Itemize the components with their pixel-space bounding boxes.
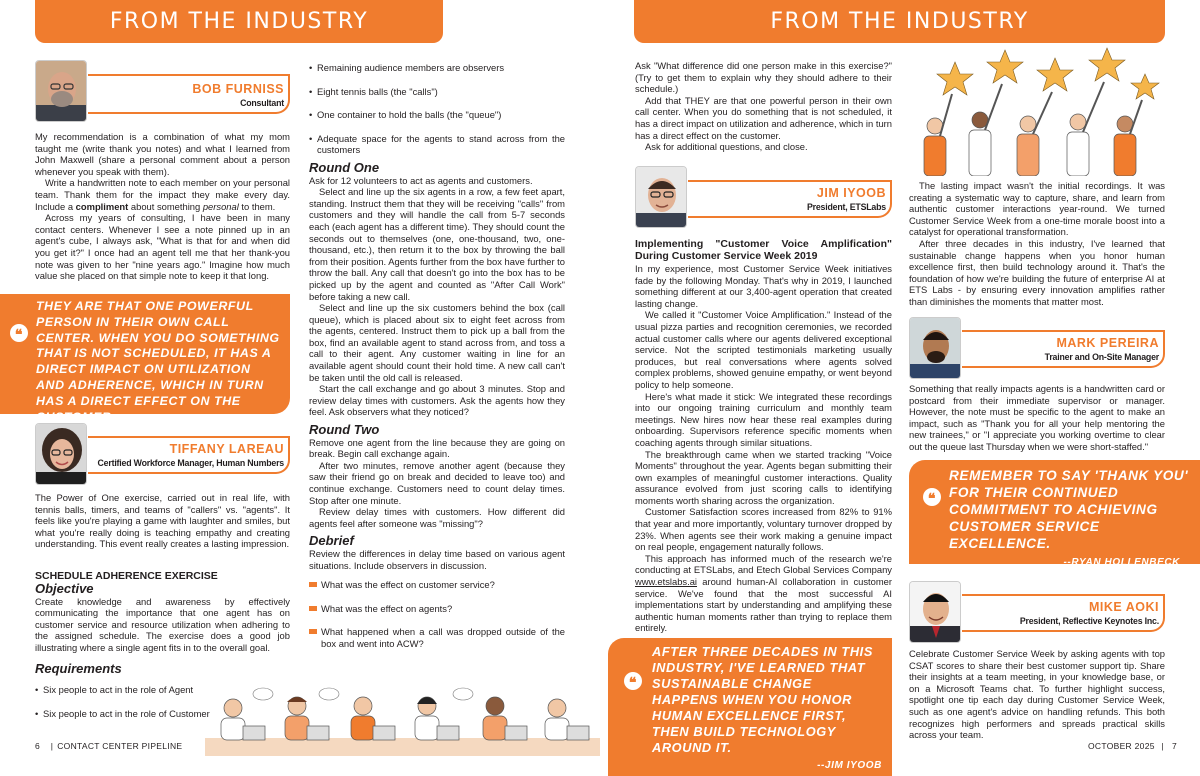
star-icon <box>1037 58 1073 91</box>
round-one-para: Ask for 12 volunteers to act as agents and customers. <box>309 174 533 186</box>
star-icon <box>1131 74 1159 99</box>
mark-name: MARK PEREIRA <box>1056 336 1159 350</box>
star-icon <box>1089 48 1125 81</box>
mark-para: Something that really impacts agents is a handwritten card or postcard from their immediate supervisor or manager. However, the note must be specific to the agent to make an impact, such as "Thank you for all your help mentoring the new trainees," or "I appreciate you working overtime to clear out the queue last Thursday when we were short-staffed." <box>909 383 1165 452</box>
quote1-attribution: --TIFFANY LAREAU <box>177 429 280 441</box>
agent-figure-4 <box>415 697 459 740</box>
requirement-item: • Adequate space for the agents to stand across from the customers <box>309 133 565 156</box>
exercise-closing-text <box>635 60 892 153</box>
round-one-para: Select and line up the six agents in a row, a few feet apart, standing. Instruct them that they will be receiving "calls" from customers and they will handle the call from 5-7 seconds each (each agent has a different time). They should count the seconds out to themselves (one, one-thousand, two, one-thousand, etc.), then return it to the box by throwing the ball from their position. Agents further from the box have further to throw the ball. Any call that doesn't go into the box has to be picked up by the agent and counted as "After Call Work" before taking a new call. <box>309 186 565 302</box>
agent-figure-3 <box>351 697 395 740</box>
left-footer: 6 | CONTACT CENTER PIPELINE <box>35 741 183 751</box>
requirement-item: • One container to hold the balls (the "queue") <box>309 109 565 121</box>
mark-text <box>909 383 1165 453</box>
left-section-header: FROM THE INDUSTRY <box>35 0 443 43</box>
jim-photo <box>635 166 687 228</box>
closing-para: Ask for additional questions, and close. <box>645 141 808 153</box>
left-page-number: 6 <box>35 741 41 751</box>
tiffany-pull-quote <box>0 294 290 441</box>
round-two-para: Remove one agent from the line because they are going on break. Begin call exchange again. <box>309 436 565 460</box>
bob-para-3: Across my years of consulting, I have been in many contact centers. Whenever I see a note pinned up in an agent's cube, I always ask, "What is that for and when did you get it?" I once had an agent tell me that her thank-you note was given to her "nine years ago." Imagine how much value she placed on that simple note to keep it that long. <box>35 212 290 282</box>
jim-continued-text <box>909 180 1165 308</box>
right-section-header: FROM THE INDUSTRY <box>634 0 1165 43</box>
quote2-attribution: --JIM IYOOB <box>817 760 882 771</box>
round-two-para: Review delay times with customers. How different did agents feel after someone was "missing"? <box>309 506 565 529</box>
tiffany-para: The Power of One exercise, carried out in real life, with tennis balls, timers, and teams of "callers" vs. "agents". It feels like you're playing a game with laughter and smiles, but what you're really doing is teaching empathy and creating understanding. This event really creates a lasting impression. <box>35 492 290 550</box>
right-footer: OCTOBER 2025 | 7 <box>1088 741 1177 751</box>
call-center-illustration <box>205 686 600 756</box>
mike-text <box>909 648 1165 741</box>
jim-pull-quote <box>608 638 892 776</box>
quote3-text: REMEMBER TO SAY 'THANK YOU' FOR THEIR CONTINUED COMMITMENT TO ACHIEVING CUSTOMER SERVICE EXCELLENCE. <box>949 468 1189 551</box>
article-column <box>635 238 892 634</box>
mike-para: Celebrate Customer Service Week by asking agents with top CSAT scores to share their best customer support tip. Share their insights at a team meeting, in your knowledge base, or on a Microsoft Teams chat. To further highlight success, spotlight one tip each day during Customer Service Week, such as one agent's advice on handling refunds. This both recognizes high performers and spreads practical skills across your team. <box>909 648 1165 741</box>
debrief-question: What was the effect on agents? <box>309 603 565 615</box>
debrief-questions <box>309 579 565 649</box>
publication-name: CONTACT CENTER PIPELINE <box>57 741 183 751</box>
mark-photo <box>909 317 961 379</box>
schedule-heading: SCHEDULE ADHERENCE EXERCISE <box>35 570 218 582</box>
agent-figure-1 <box>221 699 265 740</box>
exercise-column <box>309 62 565 662</box>
closing-para: Ask "What difference did one person make in this exercise?" (Try to get them to explain why they should adhere to their schedule.) <box>635 60 892 95</box>
bob-title: Consultant <box>240 98 284 108</box>
mark-title: Trainer and On-Site Manager <box>1044 352 1159 362</box>
requirement-item: • Six people to act in the role of Agent <box>35 684 290 696</box>
objective-heading: Objective <box>35 581 94 596</box>
jim-profile-card <box>688 180 892 218</box>
quote2-text: AFTER THREE DECADES IN THIS INDUSTRY, I'VE LEARNED THAT SUSTAINABLE CHANGE HAPPENS WHEN YOU HONOR HUMAN EXCELLENCE FIRST, THEN BUILD TECHNOLOGY AROUND IT. <box>652 644 873 755</box>
article-title: Implementing "Customer Voice Amplification" During Customer Service Week 2019 <box>635 238 892 262</box>
article-para: Here's what made it stick: We integrated these recordings into our ongoing training curriculum and monthly team meetings. New hires now hear these real examples during onboarding. Supervisors reference specific moments when coaching agents through similar situations. <box>635 390 892 448</box>
round-two-para: After two minutes, remove another agent (because they saw their friend go on break and decided to leave too) and continue exchange. Customers need to count delay times. Stop after one minute. <box>309 459 565 506</box>
debrief-question: What happened when a call was dropped outside of the box and went into ACW? <box>309 626 565 649</box>
round-two-heading: Round Two <box>309 422 380 438</box>
bob-photo <box>35 60 87 122</box>
jim-name: JIM IYOOB <box>816 186 886 200</box>
closing-para: Add that THEY are that one powerful person in their own call center. When you do something that is not scheduled, it has a direct impact on utilization and adherence, which in turn has a direct effect on the customer. <box>635 94 892 141</box>
requirement-item: • Eight tennis balls (the "calls") <box>309 86 565 98</box>
requirements-list-right <box>309 62 565 156</box>
etslabs-link[interactable]: www.etslabs.ai <box>635 576 698 588</box>
agent-figure-6 <box>545 699 589 740</box>
requirements-heading: Requirements <box>35 660 122 676</box>
jim-title: President, ETSLabs <box>806 202 886 212</box>
bob-text <box>35 131 290 282</box>
requirement-item: • Remaining audience members are observers <box>309 62 565 74</box>
bob-para-1: My recommendation is a combination of what my mom taught me (write thank you notes) and what I learned from John Maxwell (share a personal comment about a person whenever you speak with them). <box>35 131 290 177</box>
tiffany-photo <box>35 423 87 485</box>
mike-photo <box>909 581 961 643</box>
continued-para: After three decades in this industry, I've learned that sustainable change happens when you honor human excellence first, then build technology around it. That's the foundation of how we're building the future of enterprise AI at ETS Labs - by ensuring every innovation amplifies rather than diminishes the moments that matter most. <box>909 237 1165 307</box>
agent-figure-2 <box>285 697 329 740</box>
round-one-para: Start the call exchange and go about 3 minutes. Stop and review delay times with customers. Ask the agents how they feel. Ask observers what they noticed? <box>309 383 565 418</box>
continued-para: The lasting impact wasn't the initial recordings. It was creating a systematic way to capture, share, and learn from authentic customer interactions year-round. We turned Customer Service Week from a one-time morale boost into a catalyst for operational transformation. <box>909 180 1165 238</box>
objective-text: Create knowledge and awareness by effectively communicating the importance that one agent has on customer service and resource utilization when adhering to the assigned schedule. The exercise does a good job illustrating where a single agent fits in to the overall goal. <box>35 595 290 653</box>
bob-profile-card <box>88 74 290 114</box>
tiffany-profile-card <box>88 436 290 474</box>
tiffany-title: Certified Workforce Manager, Human Numbers <box>97 458 284 468</box>
quote1-text: THEY ARE THAT ONE POWERFUL PERSON IN THEIR OWN CALL CENTER. WHEN YOU DO SOMETHING THAT IS NOT SCHEDULED, IT HAS A DIRECT IMPACT ON UTILIZATION AND ADHERENCE, WHICH IN TURN HAS A DIRECT EFFECT ON THE CUSTOMER. <box>36 299 280 424</box>
mark-profile-card <box>962 330 1165 368</box>
tiffany-text <box>35 492 290 550</box>
agent-figure-5 <box>483 697 527 740</box>
article-para: Customer Satisfaction scores increased from 82% to 91% that year and more importantly, voluntary turnover dropped by 23%. When agents see their work making a genuine impact on real people, engagement naturally follows. <box>635 506 892 553</box>
star-icon <box>937 62 973 95</box>
bob-para-2: Write a handwritten note to each member on your personal team. Thank them for the impact they make every day. Include a compliment about something personal to them. <box>35 177 290 212</box>
star-icon <box>987 50 1023 83</box>
mike-title: President, Reflective Keynotes Inc. <box>1019 616 1159 626</box>
celebration-illustration <box>910 44 1165 176</box>
tiffany-name: TIFFANY LAREAU <box>169 442 284 456</box>
round-one-para: Select and line up the six customers behind the box (call queue), which is placed about six to eight feet across from the agents, centered. Instruct them to pick up a ball from the box, find an available agent to stand across from, and toss a call to their agent. Any customer waiting in line for an available agent should count their hold time. A new call can't be taken until the old call is released. <box>309 302 565 383</box>
article-para: This approach has informed much of the research we're conducting at ETSLabs, and Etech Global Services Company www.etslabs.ai around human-AI collaboration in customer service. We've found that the most successful AI implementations start by understanding and amplifying these authentic human moments rather than trying to replace them entirely. <box>635 552 893 634</box>
right-page-number: 7 <box>1171 741 1177 751</box>
debrief-text: Review the differences in delay time based on various agent situations. Include observers in discussion. <box>309 547 565 571</box>
mike-name: MIKE AOKI <box>1088 600 1159 614</box>
bob-name: BOB FURNISS <box>192 82 284 96</box>
quote-mark-icon: ❝ <box>624 672 642 690</box>
quote-mark-icon: ❝ <box>10 324 28 342</box>
ryan-pull-quote <box>909 460 1200 568</box>
quote-mark-icon: ❝ <box>923 488 941 506</box>
mike-profile-card <box>962 594 1165 632</box>
round-one-heading: Round One <box>309 159 380 175</box>
debrief-question: What was the effect on customer service? <box>309 579 565 591</box>
article-para: In my experience, most Customer Service Week initiatives fade by the following Monday. That's why in 2019, I launched something different at our 3,400-agent operation that created lasting change. <box>635 263 892 309</box>
issue-date: OCTOBER 2025 <box>1088 741 1155 751</box>
debrief-heading: Debrief <box>309 533 354 549</box>
requirement-item: • Six people to act in the role of Customer <box>35 708 290 720</box>
quote3-attribution: --RYAN HOLLENBECK <box>1063 557 1180 568</box>
article-para: The breakthrough came when we started tracking "Voice Moments" throughout the year. Agents began submitting their own examples of meaningful customer interactions. Quality assurance evolved from just scoring calls to identifying moments worth sharing across the organization. <box>635 448 892 506</box>
article-para: We called it "Customer Voice Amplification." Instead of the usual pizza parties and recognition ceremonies, we recorded actual customer calls where our agents delivered exceptional service. Not the scripted testimonials marketing usually produces, but real conversations where agents solved complex problems, showed genuine empathy, or went beyond policy to help someone. <box>635 309 892 390</box>
